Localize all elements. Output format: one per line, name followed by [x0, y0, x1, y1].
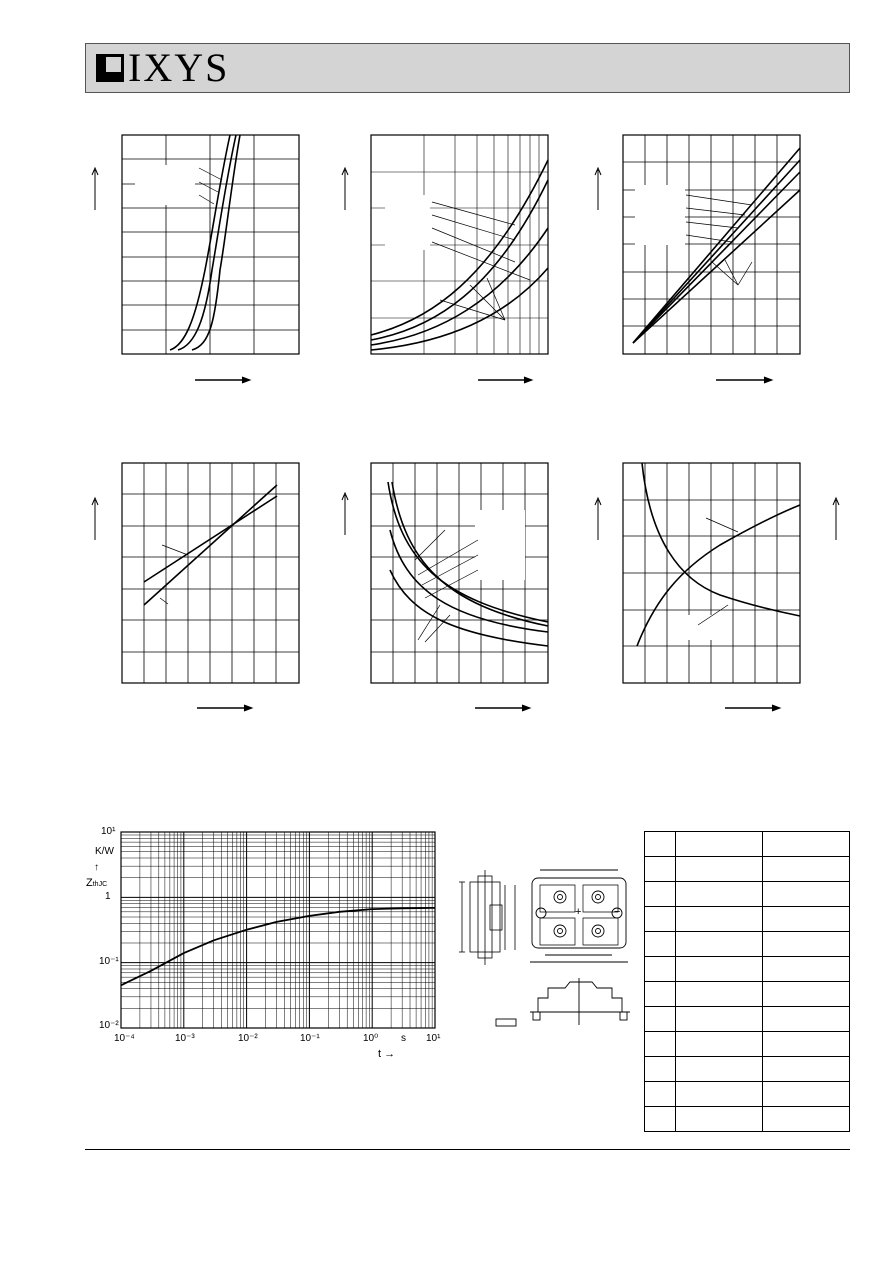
zth-y-letter: Z — [86, 877, 93, 889]
dimensions-table — [644, 831, 850, 1132]
zth-y-tick-2: 1 — [105, 891, 111, 902]
table-row — [645, 982, 850, 1007]
zth-x-tick-5: 10⁰ — [363, 1033, 379, 1044]
package-side-view — [459, 870, 515, 965]
zth-x-tick-4: 10⁻¹ — [300, 1033, 320, 1044]
zth-y-unit: K/W — [95, 846, 114, 857]
zth-x-tick-2: 10⁻³ — [175, 1033, 195, 1044]
table-row — [645, 932, 850, 957]
zth-x-arrow-icon: → — [381, 1048, 396, 1060]
package-minus-terminal: − — [614, 906, 621, 918]
zth-y-tick-3: 10⁻¹ — [99, 956, 119, 967]
footer-rule — [85, 1149, 850, 1150]
table-row — [645, 1107, 850, 1132]
table-row — [645, 1032, 850, 1057]
zth-x-unit: s — [401, 1033, 406, 1044]
table-row — [645, 1057, 850, 1082]
zth-x-tick-3: 10⁻² — [238, 1033, 258, 1044]
zth-y-tick-1: 10¹ — [101, 826, 116, 837]
zth-y-sub: thJC — [92, 881, 108, 888]
package-plus-terminal: + — [575, 906, 582, 918]
table-row — [645, 857, 850, 882]
table-row — [645, 1082, 850, 1107]
zth-y-arrow-icon: ↑ — [94, 862, 99, 873]
table-row — [645, 907, 850, 932]
zth-x-tick-1: 10⁻⁴ — [114, 1033, 135, 1044]
table-row — [645, 832, 850, 857]
table-row — [645, 882, 850, 907]
package-front-view — [496, 978, 630, 1026]
zth-y-tick-4: 10⁻² — [99, 1020, 119, 1031]
zth-x-letter: t — [378, 1048, 382, 1060]
zth-x-tick-6: 10¹ — [426, 1033, 441, 1044]
table-row — [645, 957, 850, 982]
table-row — [645, 1007, 850, 1032]
brand-name: IXYS — [128, 45, 230, 90]
